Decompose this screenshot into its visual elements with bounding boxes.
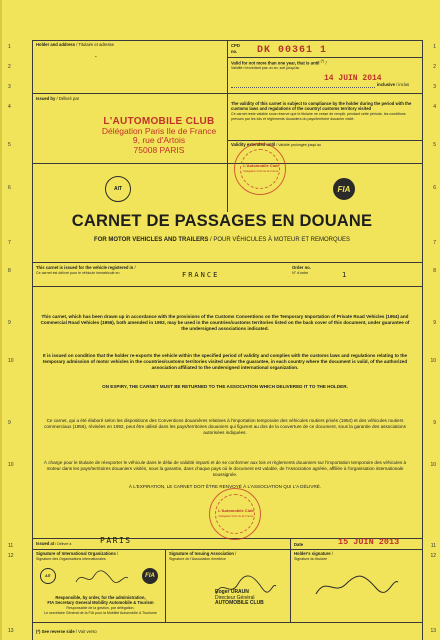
validity-date: 14 JUIN 2014 [324, 74, 382, 83]
issuing-club-stamp: L'AUTOMOBILE CLUB Délégation Paris Ile de France 9, rue d'Artois 75008 PARIS [101, 116, 217, 155]
row-number: 13 [8, 628, 14, 634]
row-number: 13 [430, 628, 436, 634]
row-number: 6 [433, 185, 436, 191]
cpd-no-label: no. [231, 49, 238, 54]
cpd-label: CPD [231, 43, 240, 48]
signer-block: Roger URAUN Directeur Général AUTOMOBILE CLUB [215, 589, 264, 607]
responsible-text: Responsible, by order, for the administration, FIA Secretary General Mobility Automobile & Tourism Responsable de la gestion, par délégation, Le secrétaire Général de la FIA pour la Mobilité Automobile & Tourisme [44, 595, 157, 616]
rule [227, 57, 422, 58]
seal-text: L'Automobile Club [218, 508, 254, 513]
issuing-signature-label: Signature of Issuing Association / Signature de l'Association émettrice [169, 551, 237, 561]
fia-logo-icon-small: FIA [142, 568, 158, 584]
dotted-line [231, 87, 375, 88]
row-number: 9 [433, 320, 436, 326]
document-subtitle: FOR MOTOR VEHICLES AND TRAILERS / POUR VÉHICULES À MOTEUR ET REMORQUES [94, 237, 350, 243]
document-title: CARNET DE PASSAGES EN DOUANE [71, 212, 373, 230]
seal-text-2: Délégation Paris Ile de France [243, 169, 279, 173]
rule [32, 286, 422, 287]
row-number: 10 [8, 462, 14, 468]
paragraph-en-2: It is issued on condition that the holder re-exports the vehicle within the specified period of validity and complies with the customs laws and regulations relating to the temporary admission of motor vehicles in the countries/customs territories visited under the guarantee, in each country where the document is valid, of the authorized association affiliated to the undersigned international organization. [42, 353, 408, 370]
club-seal-stamp-2 [209, 488, 261, 540]
issued-by-label: Issued by / Délivré par [36, 96, 80, 101]
row-number: 10 [430, 462, 436, 468]
footer-note: (*) See reverse side / Voir verso [36, 629, 97, 634]
row-number: 11 [430, 543, 436, 549]
row-number: 3 [433, 84, 436, 90]
row-number: 5 [433, 142, 436, 148]
row-number: 7 [433, 240, 436, 246]
issue-date: 15 JUIN 2013 [338, 537, 400, 547]
row-number: 4 [433, 104, 436, 110]
paragraph-en-1: This carnet, which has been drawn up in accordance with the provisions of the Customs Conventions on the Temporary Importation of Private Road Vehicles (1954) and Commercial Road Vehicles (1956), both amended in 1992, may be used in the countries/customs territories listed on the back cover of this document, under guarantee of the undersigned associations indicated. [40, 314, 410, 331]
row-number: 10 [430, 358, 436, 364]
holder-scribble: ‑ [94, 53, 98, 60]
ait-emblem-icon: AIT [105, 176, 131, 202]
cpd-number: DK 00361 1 [257, 45, 328, 56]
vehicle-country: FRANCE [182, 271, 220, 279]
row-number: 9 [433, 420, 436, 426]
rule [32, 262, 422, 263]
row-number: 8 [8, 268, 11, 274]
row-number: 1 [8, 44, 11, 50]
row-number: 6 [8, 185, 11, 191]
holder-signature-label: Holder's signature / Signature du titulaire [294, 551, 333, 561]
ait-emblem-icon-small: AIT [40, 568, 56, 584]
validity-label: Valid for not more than one year, that is until (*) / Validité n'excédant pas un an, soit jusqu'au [231, 59, 327, 71]
seal-text-2: Délégation Paris Ile de France [218, 514, 254, 518]
row-number: 12 [8, 553, 14, 559]
row-number: 4 [8, 104, 11, 110]
row-number: 10 [8, 358, 14, 364]
paragraph-fr-3: À L'EXPIRATION, LE CARNET DOIT ÊTRE RENVOYÉ À L'ASSOCIATION QUI L'A DÉLIVRÉ. [128, 484, 322, 489]
row-number: 11 [8, 543, 14, 549]
row-number: 2 [8, 64, 11, 70]
paragraph-en-3: ON EXPIRY, THE CARNET MUST BE RETURNED TO THE ASSOCIATION WHICH DELIVERED IT TO THE HOLDER. [102, 384, 348, 389]
issued-at-place: PARIS [100, 536, 132, 545]
holder-label: Holder and address / Titulaire et adresse [36, 42, 114, 47]
intl-signature-scribble [72, 568, 132, 588]
row-number: 2 [433, 64, 436, 70]
row-number: 9 [8, 420, 11, 426]
holder-signature-scribble [312, 570, 402, 600]
order-value: 1 [342, 271, 347, 279]
rule [32, 622, 422, 623]
paragraph-fr-1: Ce carnet, qui a été élaboré selon les dispositions des Conventions douanières relatives à l'importation temporaire des véhicules routiers privés (1954) et des véhicules routiers commerciaux (1956), révisées en 1992, peut être utilisé dans les pays/territoires douaniers qui figurent au dos de la couverture de ce document, sous la garantie des associations autorisées indiquées. [44, 418, 406, 435]
row-number: 5 [8, 142, 11, 148]
row-number: 7 [8, 240, 11, 246]
validity-note: The validity of this carnet is subject to compliance by the holder during the period with the customs laws and regulations of the country/ customs territory visited Ce carnet reste valable sous réserve que le titulaire ne cesse de remplir, pendant cette période, les conditions prévues par les lois et règlements douaniers du pays/territoire douanier visité. [231, 101, 412, 122]
rule [165, 549, 166, 622]
date-label: Date [294, 542, 304, 547]
row-number: 1 [433, 44, 436, 50]
fia-logo-icon: FIA [333, 178, 355, 200]
rule [32, 549, 422, 550]
intl-signature-label: Signature of International Organizations / Signature des Organisations internationales [36, 551, 119, 561]
rule [422, 40, 423, 640]
seal-text: L'Automobile Club [243, 163, 279, 168]
row-number: 12 [430, 553, 436, 559]
vehicle-label: This carnet is issued for the vehicle registered in / Ce carnet est délivré pour le véhicule immatriculé en [36, 265, 136, 275]
paragraph-fr-2: À charge pour le titulaire de réexporter le véhicule dans le délai de validité imparti et de se conformer aux lois et règlements douaniers sur l'importation temporaire des véhicules à moteur dans les pays/territoires douaniers visités, sous la garantie, dans chaque pays où le document est valable, de l'Association agréée, affiliée à l'organisation internationale soussignée. [43, 460, 407, 477]
rule [32, 40, 33, 640]
rule [227, 140, 422, 141]
rule [290, 538, 291, 549]
issued-at-label: Issued at / Délivré à [36, 541, 72, 546]
row-number: 3 [8, 84, 11, 90]
rule [32, 93, 422, 94]
validity-extended-label: Validity extended until / Validité prolongée jusqu'au [231, 142, 321, 147]
inclusive-label: inclusive / inclus [377, 82, 410, 87]
rule [32, 163, 422, 164]
row-number: 8 [433, 268, 436, 274]
rule [290, 549, 291, 622]
club-seal-stamp [234, 143, 286, 195]
order-label: Order no. N° d'ordre [292, 265, 311, 275]
row-number: 9 [8, 320, 11, 326]
